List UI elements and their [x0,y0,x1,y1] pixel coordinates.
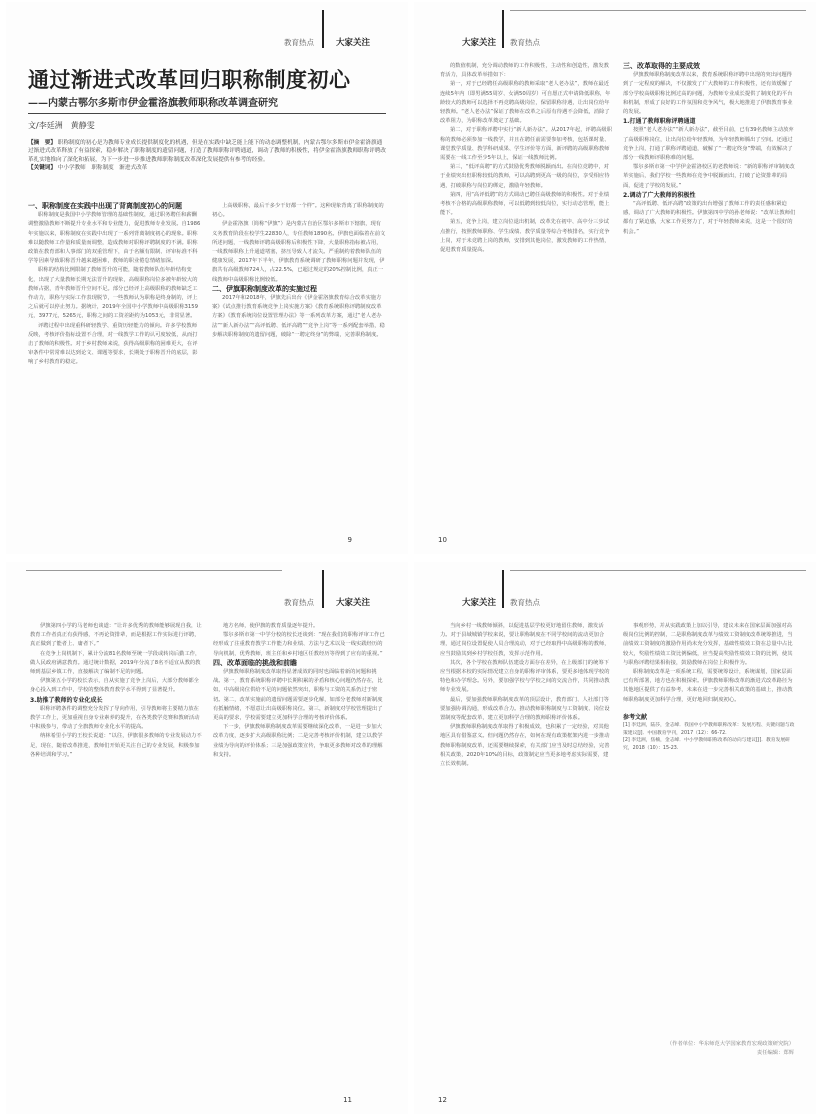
body-columns [30,622,386,1082]
paragraph: 伊旗第四小学的马老师也谈道：“让许多优秀的教师能够展现自我，让教育工作者真正有获得感，不再论资排辈，而是根据工作实际进行评聘，真正做到了能者上、庸者下。” [30,623,202,648]
header-rule [502,10,504,48]
section-heading: 二、伊旗职称制度改革的实施过程 [212,284,317,293]
paragraph: 伊旗教师职称制度改革取得了积极成效，也积累了一定经验，对其他地区具有借鉴意义。但问题仍然存在，如何在现有政策框架内进一步推动教师职称制度改革，还需要继续探索，有关部门应当及时总结经验，完善相关政策，2020年10%的目标，政策制定应当更多地考虑实际需要，建立长效机制。 [440,724,610,768]
paragraph: 第三，“低评高聘”的方式鼓励优秀教师脱颖而出。在岗位竞聘中，对于业绩突出但职称较低的教师，可以高聘到更高一级的岗位，享受相应待遇，打破职称与岗位的绑定，激励年轻教师。 [440,164,610,189]
paragraph: 当向乡村一线教师倾斜，以促进基层学校更好地留住教师，激发活力。对于县域城镇学校来说，要让职称制度在不同学校间的流动更加合理，通过岗位设置促使人员合理流动，对于已经取得中高级职称的教师，应当鼓励其到乡村学校任教，发挥示范作用。 [440,623,610,657]
editor-text: 责任编辑：郑辉 [756,1050,794,1056]
paragraph: 职称制度改革是一项系统工程，需要统筹设计，系统谋划，国家层面已有所部署，地方也在积极探索。伊旗教师职称改革的渐进式改革路径为其他地区提供了有益参考，未来在进一步完善相关政策的基础上，推动教师职称制度更加科学合理，更好地回归制度初心。 [623,669,793,703]
column-left [440,622,613,1082]
paragraph: 职称的结构比例限制了教师晋升的可能，随着教师队伍年龄结构变化，出现了大量教师长期无法晋升的现象，高级职称岗位多被年龄较大的教师占据，青年教师晋升空间不足。部分已经评上高级职称的教师缺乏工作动力，职称与实际工作表现脱节，一些教师认为职称是终身制的，评上之后就可以停止努力。据统计，2019年全国中小学教师中高级职称3159元，3977元，5265元，职称之间的工资差距约为1053元，非常显著。 [28,267,198,320]
paragraph: 伊旗教师职称制度改革取得显著成效的同时也面临着新的问题和挑战。第一，教育系统职称评聘中长期积累的矛盾和核心问题仍然存在，比如，中高级岗位供给不足的问题依然突出，职称与工资的关系仍过于密切。第二，改革实施前的遗留问题需要逐步化解，如部分老教师对新制度有抵触情绪，不愿意让出高级职称岗位。第三，新制度对学校管理提出了更高的要求，学校需要建立更加科学合理的考核评价体系。 [213,669,383,722]
keywords-label: 【关键词】 [28,165,56,172]
paragraph: 事观形势，并从实践政策上加以引导，建议未来在国家层面加强对高级岗位比例的控制，二是职称制度改革与绩效工资制度改革统筹推进，当前绩效工资制度的激励作用尚未充分发挥，基础性绩效工资在总量中占比较大，奖励性绩效工资比例偏低，应当提高奖励性绩效工资的比例，使其与职称评聘结果相衔接，鼓励教师在岗位上积极作为。 [623,623,793,666]
column-right [213,622,386,1082]
paragraph: “高评低聘、低评高聘”政策的出台增强了教师工作的责任感和紧迫感，调动了广大教师的积极性。伊旗第四中学的孙老师说：“改革让教师们都有了紧迫感，大家工作更努力了，对于年轻教师来说，这是一个很好的机会。” [623,201,796,235]
column-right [212,202,386,522]
paragraph: 按照“老人老办法”“新人新办法”，截至目前，已有39名教师主动放弃了高级职称岗位，让出岗位给年轻教师，为年轻教师腾出了空间。还通过竞争上岗，打通了职称评聘通道，破解了“一聘定终身”弊端，有效解决了部分一线教师评职称难的问题。 [623,127,794,162]
paragraph: 2017年和2018年，伊旗先后出台《伊金霍洛旗教育综合改革实施方案》《试点推行教育系统竞争上岗实施方案》《教育系统职称评聘制度改革方案》《教育系统岗位设置管理办法》等一系列改革方案，通过“老人老办法”“新人新办法”“高评低聘、低评高聘”“竞争上岗”等一系列配套举措，稳步解决职称制度的遗留问题，破除“一聘定终身”的弊端，完善职称制度。 [212,295,385,338]
paragraph: 鄂尔多斯市第一中学分校的校长还谈到：“现在我们的职称评审工作已经形成了注重教育教学工作能力和业绩、方法与艺术以及一线实践经历的导向机制，优秀教师，班主任和乡村地区任教经历等得到了应有的重视。” [213,632,385,657]
paragraph: 上高级职称，最后干多少干好都一个样”。这种现象背离了职称制度的初心。 [212,203,384,219]
section-heading: 四、改革面临的挑战和前瞻 [213,658,297,667]
page-10 [414,2,816,554]
paragraph: 纳林希里小学的王校长说道：“以往，伊旗很多教师的专业发展动力不足，现在，随着改革推进，教师们开始更关注自己的专业发展，积极参加各种培训和学习。” [30,733,202,758]
paragraph: 鄂尔多斯市第一中学伊金霍洛校区的老教师说：“新的职称评审制度改革实施后，我们学校一些教师在竞争中脱颖而出，打破了论资排辈的局面，促进了学校的发展。” [623,164,795,189]
article-subtitle: ——内蒙古鄂尔多斯市伊金霍洛旗教师职称改革调查研究 [28,98,278,109]
section-heading: 一、职称制度在实践中出现了背离制度初心的问题 [28,202,182,210]
body-columns [28,202,386,522]
paragraph: 职称评聘条件的调整充分发挥了导向作用，引导教师将主要精力放在教学工作上，更加重视自身专业素养的提升，在各类教学竞赛和教研活动中积极参与，带动了全旗教师专业化水平的提高。 [30,705,200,731]
page-number: 9 [347,536,352,544]
header-section: 大家关注 [336,38,371,48]
header-hot: 教育热点 [284,38,314,47]
column-left [28,202,202,522]
header-line [510,570,806,571]
affiliation-text: （作者单位：华东师范大学国家教育宏观政策研究院） [666,1041,794,1047]
column-left [440,62,613,522]
page-header [6,570,408,608]
paragraph: 地方名师，使伊旗的教育质量逐年提升。 [223,623,319,629]
page-11 [6,562,408,1114]
title-divider [28,113,386,114]
paragraph: 伊金霍洛旗（简称“伊旗”）是内蒙古自治区鄂尔多斯市下辖旗，现有义务教育阶段在校学生22830人，专任教师1890名。伊旗也面临着在前文所述问题，一线教师评聘高级职称后积极性下降，大量职称指标被占用，一线教师职称上升通道堵塞，挤压导致人才流失。严重制约着教师队伍的健康发展，2017年下半年，伊旗教育系统调研了教师职称问题并发现，伊旗共有高级教师724人，占22.5%，已超过规定的20%控制比例，真正一线教师中高级职称比例较低。 [212,221,386,283]
page-12 [414,562,816,1114]
header-section: 大家关注 [336,598,371,608]
header-section: 大家关注 [462,598,497,608]
paragraph: 的数值机制，充分调动教师的工作积极性，主动性和创造性，激发教育活力，具体改革举措如下： [440,63,609,79]
abstract-block [28,139,386,173]
header-hot: 教育热点 [510,38,540,47]
article-authors: 文/李廷洲 黄静雯 [28,121,95,130]
page-number: 10 [438,536,447,544]
reference-item: [1] 李廷洲，陆莎，金志峰．我国中小学教师职称改革：发展历程、关键问题与政策建议[J]．中国教育学刊，2017（12）：66-72. [623,723,795,736]
reference-item: [2] 李廷洲，焦楠，金志峰．中小学教师职称改革的动向与建议[J]．教育发展研究，2018（10）：15-23. [623,738,790,751]
column-left [30,622,203,1082]
paragraph: 其次，各个学校在教师队伍建设方面存在差异，在上级部门的统筹下应当根据本校的实际情况建立自身的职称评审体系，要更多地体现学校的特色和办学理念。另外，要加强学校与学校之间的交流合作，共同推动教师专业发展。 [440,659,610,694]
header-hot: 教育热点 [284,598,314,607]
header-rule [322,570,324,608]
page-header [414,570,816,608]
body-columns [440,622,796,1082]
page-number: 11 [343,1096,352,1104]
abstract-text: 职称制度的初心是为教师专业成长提供制度化的机遇，但是在实践中缺乏能上能下的动态调整机制，内蒙古鄂尔多斯市伊金霍洛旗通过渐进式改革释放了有益探索，稳步解决了职称制度的遗留问题，打造了教师职称评聘通道，调动了教师的积极性，将伊金霍洛旗教师职称评聘改革扎实地推向了深化和拓展，为下一步进一步推进教师职称制度改革深化发展提供有参考的经验。 [28,140,387,163]
references-list [623,722,796,752]
paragraph: 伊旗第五小学的校长表示，自从实施了竞争上岗后，大部分教师都全身心投入到工作中，学校的整体教育教学水平得到了显著提升。 [30,678,199,694]
paragraph: 第一，对于已经聘任高级职称的教师采取“老人老办法”，教师在最近连续5年内（即男满55周岁、女满50周岁）可自愿正式申请降低职称，年龄较大的教师可以选择不再竞聘高级岗位，保留职称待遇，让出岗位给年轻教师。“老人老办法”保证了教师在改革之后原有待遇不会降低，消除了改革阻力，为职称改革奠定了基础。 [440,81,611,125]
paragraph: 最后，要加强教师职称制度改革的顶层设计，教育部门、人社部门等要加强协调沟通，形成改革合力。推动教师职称制度与工资制度、岗位设置制度等配套改革，建立更加科学合理的教师职称评价体系。 [440,696,610,722]
author-affiliation [594,1040,794,1058]
column-right [623,62,796,522]
header-rule [502,570,504,608]
abstract-label: 【摘 要】 [28,140,56,146]
header-rule [322,10,324,48]
body-columns [440,62,796,522]
page-number: 12 [438,1096,447,1104]
paragraph: 在竞争上岗机制下，累计分流81名教师至统一学段或转岗后勤工作，做人民政府满意教育。通过统计数据，2019年分流了8名不适宜从教的教师到基层乡镇工作，直接解决了编制不足的问题。 [30,650,201,676]
paragraph: 伊旗教师职称制度改革以来，教育系统职称评聘中出现的突出问题得到了一定程度的解决，不仅激发了广大教师的工作积极性，还有效缓解了部分学校高级职称比例过高的问题，为教师专业成长提供了制度化的平台和机制，形成了良好的工作氛围和竞争风气，极大地推进了伊旗教育事业的发展。 [623,72,793,116]
section-heading: 三、改革取得的主要成效 [623,62,700,70]
header-hot: 教育热点 [510,598,540,607]
page-header [6,10,408,48]
page-header [414,10,816,48]
paragraph: 第五，竞争上岗，建立岗位退出机制，改革先在初中、高中分三步试点推行，按照教师职称、学生成绩、教学质量等综合考核排名，实行竞争上岗，对于未竞聘上岗的教师，安排到其他岗位，激发教师的工作热情，促进教育质量提高。 [440,219,610,254]
paragraph: 第四，用“高评低聘”的方式调动已聘任高级教师的积极性。对于业绩考核不合格的高级职称教师，可以低聘到较低岗位，实行动态管理，能上能下。 [440,191,610,217]
paragraph: 职称制度是我国中小学教师管理的基础性制度，通过职务聘任和薪酬调整激励教师不断提升专业水平和专业能力，促进教师专业发展。自1986年实施以来，职称制度在实践中出现了一系列背离制度初心的现象。职称难以随教师工作量和质量而调整，造成教师对职称评聘制度的不满。职称政策在教育部和人事部门的双重管理下，由于名额有限制、评审标准不科学等因素导致职称晋升越来越困难，教师的职业倦怠情绪加深。 [28,212,201,265]
header-line [510,10,806,11]
subsection-heading: 2.调动了广大教师的积极性 [623,191,696,199]
header-line [26,570,282,571]
page-9 [6,2,408,554]
references-heading: 参考文献 [623,713,648,721]
article-title: 通过渐进式改革回归职称制度初心 [28,67,351,92]
keywords-text: 中小学教师 职称制度 渐进式改革 [57,165,148,172]
paragraph: 第二，对于职称评聘中实行“新人新办法”。从2017年起，评聘高级职称的教师必须参加一线教学，并且在聘任前需要参加考核，包括课时量、课堂教学质量、教学科研成果、学生评价等方面，新评聘的高级职称教师需要在一线工作至少5年以上，保证一线教师比例。 [440,127,612,162]
subsection-heading: 1.打通了教师职称评聘通道 [623,118,696,126]
column-right [623,622,796,1082]
subsection-heading: 3.助推了教师的专业化成长 [30,696,103,704]
header-section: 大家关注 [462,38,497,48]
paragraph: 下一步，伊旗教师职称制度改革需要继续深化改革，一是进一步加大改革力度，逐步扩大高级职称比例；二是完善考核评价机制，建立以教学业绩为导向的评价体系；三是加强政策宣传，争取更多教师对改革的理解和支持。 [213,724,383,758]
paragraph: 评聘过程中出现重科研轻教学、重资历轻能力的倾向。许多学校教师反映，考核评价指标设置不合理，对一线教学工作的认可度较低，从而打击了教师的积极性。对于乡村教师来说，获得高级职称的困难更大，在评审条件中常常难以达到论文、课题等要求，长期处于职称晋升的底层，影响了乡村教育的稳定。 [28,322,198,366]
